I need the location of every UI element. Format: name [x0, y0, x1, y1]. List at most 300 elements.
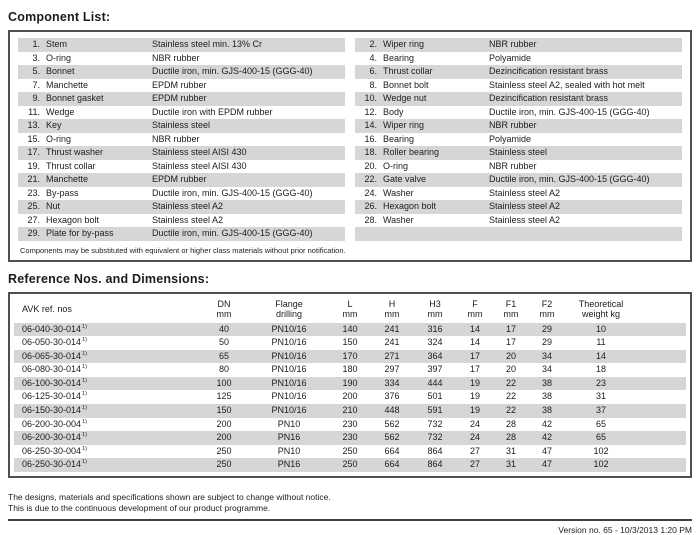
dimension-value: 22 [505, 391, 516, 402]
dimension-value: 65 [595, 418, 606, 429]
component-name: Wedge nut [383, 93, 427, 103]
dimension-value: 38 [541, 391, 552, 402]
component-material: EPDM rubber [152, 79, 207, 90]
column-header-line2: mm [503, 309, 519, 319]
component-number: 14. [364, 120, 377, 130]
component-row [355, 160, 682, 174]
dimension-value: 732 [427, 418, 443, 429]
column-header [329, 299, 371, 320]
component-name: Wiper ring [383, 39, 425, 49]
dimension-value: 397 [427, 364, 443, 375]
component-row [18, 119, 345, 133]
component-number: 29. [27, 228, 40, 238]
dimension-value: 125 [216, 391, 232, 402]
dimensions-row [14, 404, 686, 418]
component-name: Thrust collar [383, 66, 433, 76]
component-name: Manchette [46, 174, 89, 184]
component-number [355, 227, 377, 241]
component-number: 21. [27, 174, 40, 184]
dimension-value: 42 [541, 418, 552, 429]
dimensions-row [14, 431, 686, 445]
dimension-value: 20 [505, 350, 516, 361]
column-header [199, 299, 249, 320]
component-material: Ductile iron, min. GJS-400-15 (GGG-40) [152, 66, 313, 76]
dimension-value: 241 [384, 337, 400, 348]
avk-ref-no: 06-250-30-014$^{1)}$ [22, 459, 87, 470]
column-header-line2: mm [384, 309, 400, 319]
dimension-value: 38 [541, 377, 552, 388]
dimension-value: 562 [384, 432, 400, 443]
component-number: 6. [369, 66, 377, 76]
component-material: NBR rubber [489, 160, 537, 171]
column-header [565, 299, 637, 320]
component-name [383, 227, 489, 241]
component-row [355, 79, 682, 93]
component-name: Bearing [383, 52, 415, 63]
dimension-value: 50 [218, 337, 229, 348]
footnote-marker: 1) [82, 337, 87, 344]
avk-ref-no: 06-250-30-004$^{1)}$ [22, 445, 87, 456]
component-name: Gate valve [383, 174, 427, 184]
row-filler [637, 390, 686, 404]
column-header [249, 299, 329, 320]
component-row [18, 79, 345, 93]
dimensions-row [14, 323, 686, 337]
avk-ref-no: 06-150-30-014$^{1)}$ [22, 405, 87, 416]
dimensions-row [14, 350, 686, 364]
dimension-value: 17 [469, 350, 480, 361]
dimension-value: 250 [342, 459, 358, 470]
component-row [18, 160, 345, 174]
dimension-value: 18 [595, 364, 606, 375]
dimension-value: 140 [342, 323, 358, 334]
component-number: 25. [27, 201, 40, 211]
component-number: 10. [364, 93, 377, 103]
reference-dimensions-title: Reference Nos. and Dimensions: [8, 271, 210, 286]
component-substitution-note: Components may be substituted with equivalent or higher class materials without prior notification. [20, 245, 346, 255]
dimension-value: PN10 [277, 445, 301, 456]
dimension-value: 100 [216, 377, 232, 388]
component-number: 5. [32, 66, 40, 76]
component-name: Washer [383, 214, 414, 225]
component-number: 26. [364, 201, 377, 211]
row-filler [637, 418, 686, 432]
dimensions-table-header [14, 297, 686, 323]
column-header [413, 299, 457, 320]
component-row [18, 200, 345, 214]
footnote-marker: 1) [82, 432, 87, 439]
component-material: Stainless steel [489, 147, 548, 157]
dimension-value: 562 [384, 418, 400, 429]
component-material: EPDM rubber [152, 93, 207, 103]
component-row [355, 200, 682, 214]
dimension-value: 28 [505, 432, 516, 443]
dimension-value: 364 [427, 350, 443, 361]
component-material: NBR rubber [489, 120, 537, 130]
component-row [18, 173, 345, 187]
dimension-value: 47 [541, 459, 552, 470]
component-number: 7. [32, 79, 40, 90]
footnote-marker: 1) [82, 418, 87, 425]
component-material: EPDM rubber [152, 174, 207, 184]
dimension-value: 65 [595, 432, 606, 443]
component-material: Dezincification resistant brass [489, 66, 609, 76]
row-filler [637, 377, 686, 391]
component-row [18, 38, 345, 52]
column-header [529, 299, 565, 320]
dimension-value: 250 [342, 445, 358, 456]
dimension-value: 102 [593, 459, 609, 470]
dimensions-row [14, 390, 686, 404]
component-row [355, 106, 682, 120]
footnote-marker: 1) [82, 445, 87, 452]
dimension-value: 10 [595, 323, 606, 334]
dimension-value: 27 [469, 445, 480, 456]
dimensions-row [14, 445, 686, 459]
dimension-value: 65 [218, 350, 229, 361]
dimension-value: PN10/16 [271, 364, 307, 375]
component-number: 16. [364, 133, 377, 144]
column-header [371, 299, 413, 320]
component-material: Ductile iron, min. GJS-400-15 (GGG-40) [152, 228, 313, 238]
component-material: Ductile iron with EPDM rubber [152, 106, 273, 117]
dimension-value: PN10/16 [271, 405, 307, 416]
component-material: Stainless steel A2, sealed with hot melt [489, 79, 645, 90]
dimension-value: 29 [541, 337, 552, 348]
column-header-line2: mm [427, 309, 443, 319]
component-name: Stem [46, 39, 68, 49]
dimension-value: 28 [505, 418, 516, 429]
column-header [457, 299, 493, 320]
avk-ref-no: 06-040-30-014$^{1)}$ [22, 323, 87, 334]
dimension-value: 24 [469, 432, 480, 443]
component-material: Ductile iron, min. GJS-400-15 (GGG-40) [152, 187, 313, 198]
footnote-marker: 1) [82, 377, 87, 384]
footer-divider [8, 519, 692, 521]
component-material [489, 227, 682, 241]
footer-disclaimer-line2: This is due to the continuous development of our product programme. [8, 502, 271, 513]
dimension-value: 190 [342, 377, 358, 388]
dimension-value: PN10/16 [271, 350, 307, 361]
component-number: 4. [369, 52, 377, 63]
row-filler [637, 336, 686, 350]
component-material: NBR rubber [152, 52, 200, 63]
component-number: 22. [364, 174, 377, 184]
column-header-line1: DN [217, 298, 231, 309]
footer-disclaimer [8, 492, 692, 513]
dimension-value: 17 [505, 337, 516, 348]
dimensions-table-box [8, 292, 692, 479]
column-header-line2: mm [539, 309, 555, 319]
dimension-value: 200 [216, 432, 232, 443]
dimension-value: 42 [541, 432, 552, 443]
component-material: Stainless steel A2 [152, 214, 224, 225]
component-name: Bonnet gasket [46, 93, 104, 103]
component-number: 23. [27, 187, 40, 198]
column-header-line1: F1 [505, 298, 517, 309]
column-header-line1: Theoretical [578, 298, 624, 309]
dimension-value: 31 [505, 445, 516, 456]
component-list-box [8, 30, 692, 262]
dimension-value: 150 [216, 405, 232, 416]
column-header-line2: weight kg [581, 309, 621, 319]
component-material: Stainless steel A2 [489, 214, 561, 225]
dimension-value: 14 [469, 323, 480, 334]
dimensions-row [14, 377, 686, 391]
row-filler [637, 458, 686, 472]
dimension-value: 180 [342, 364, 358, 375]
dimension-value: 170 [342, 350, 358, 361]
dimension-value: 230 [342, 432, 358, 443]
component-number: 9. [32, 93, 40, 103]
dimension-value: PN10/16 [271, 337, 307, 348]
component-row [18, 187, 345, 201]
component-row [355, 65, 682, 79]
row-filler [637, 404, 686, 418]
dimension-value: 14 [595, 350, 606, 361]
component-row [18, 92, 345, 106]
dimension-value: 230 [342, 418, 358, 429]
component-number: 12. [364, 106, 377, 117]
dimension-value: 80 [218, 364, 229, 375]
component-material: Polyamide [489, 52, 532, 63]
component-material: Dezincification resistant brass [489, 93, 609, 103]
component-material: Stainless steel [152, 120, 211, 130]
component-row [18, 52, 345, 66]
dimension-value: 47 [541, 445, 552, 456]
dimension-value: 376 [384, 391, 400, 402]
column-header-line1: AVK ref. nos [22, 303, 72, 314]
dimension-value: 29 [541, 323, 552, 334]
component-material: Stainless steel AISI 430 [152, 160, 247, 171]
dimension-value: 19 [469, 405, 480, 416]
component-name: Wiper ring [383, 120, 425, 130]
footnote-marker: 1) [82, 459, 87, 466]
dimensions-row [14, 363, 686, 377]
component-number: 28. [364, 214, 377, 225]
component-name: Bearing [383, 133, 415, 144]
component-row [355, 38, 682, 52]
footnote-marker: 1) [82, 391, 87, 398]
dimension-value: 31 [595, 391, 606, 402]
component-material: Stainless steel A2 [152, 201, 224, 211]
component-name: O-ring [46, 52, 72, 63]
component-material: NBR rubber [489, 39, 537, 49]
component-name: By-pass [46, 187, 79, 198]
row-filler [637, 350, 686, 364]
avk-ref-no: 06-200-30-004$^{1)}$ [22, 418, 87, 429]
component-material: Stainless steel A2 [489, 201, 561, 211]
component-row [18, 227, 345, 241]
avk-ref-no: 06-080-30-014$^{1)}$ [22, 364, 87, 375]
component-material: Ductile iron, min. GJS-400-15 (GGG-40) [489, 106, 650, 117]
dimension-value: 200 [216, 418, 232, 429]
dimension-value: 334 [384, 377, 400, 388]
component-name: Hexagon bolt [383, 201, 437, 211]
dimension-value: 200 [342, 391, 358, 402]
component-name: Washer [383, 187, 414, 198]
component-name: Bonnet [46, 66, 75, 76]
component-number: 13. [27, 120, 40, 130]
component-name: O-ring [46, 133, 72, 144]
footnote-marker: 1) [82, 323, 87, 330]
column-header-line1: L [347, 298, 353, 309]
dimension-value: 38 [541, 405, 552, 416]
dimension-value: 591 [427, 405, 443, 416]
dimension-value: 250 [216, 445, 232, 456]
footnote-marker: 1) [82, 364, 87, 371]
component-name: Bonnet bolt [383, 79, 429, 90]
component-row [18, 146, 345, 160]
column-header-line1: H3 [429, 298, 441, 309]
component-material: NBR rubber [152, 133, 200, 144]
component-row [18, 106, 345, 120]
component-material: Stainless steel min. 13% Cr [152, 39, 263, 49]
component-number: 18. [364, 147, 377, 157]
component-name: Nut [46, 201, 61, 211]
dimension-value: 31 [505, 459, 516, 470]
component-row [355, 133, 682, 147]
component-name: Body [383, 106, 404, 117]
dimension-value: 732 [427, 432, 443, 443]
dimension-value: 14 [469, 337, 480, 348]
dimension-value: 448 [384, 405, 400, 416]
dimension-value: 20 [505, 364, 516, 375]
dimension-value: 34 [541, 364, 552, 375]
component-list-title: Component List: [8, 10, 111, 24]
component-name: Thrust collar [46, 160, 96, 171]
dimension-value: 297 [384, 364, 400, 375]
dimension-value: 27 [469, 459, 480, 470]
row-filler [637, 323, 686, 337]
component-row [355, 214, 682, 228]
column-header-line1: F2 [541, 298, 553, 309]
version-text: Version no. 65 - 10/3/2013 1:20 PM [558, 525, 692, 535]
component-row [18, 65, 345, 79]
component-material: Ductile iron, min. GJS-400-15 (GGG-40) [489, 174, 650, 184]
dimension-value: 40 [218, 323, 229, 334]
component-name: Wedge [46, 106, 75, 117]
component-number: 15. [27, 133, 40, 144]
component-name: Hexagon bolt [46, 214, 100, 225]
column-header [493, 299, 529, 320]
component-number: 17. [27, 147, 40, 157]
component-name: Roller bearing [383, 147, 440, 157]
column-header-line2: mm [342, 309, 358, 319]
component-column-right [355, 38, 682, 241]
dimension-value: 316 [427, 323, 443, 334]
dimension-value: 17 [505, 323, 516, 334]
component-number: 11. [28, 106, 40, 117]
component-number: 27. [27, 214, 40, 225]
component-row [355, 119, 682, 133]
column-header-line2: mm [467, 309, 483, 319]
dimension-value: 241 [384, 323, 400, 334]
column-header-line2: drilling [275, 309, 302, 319]
dimension-value: 23 [595, 377, 606, 388]
footnote-marker: 1) [82, 350, 87, 357]
component-column-left [18, 38, 345, 241]
component-columns [18, 38, 682, 241]
dimension-value: PN10/16 [271, 391, 307, 402]
dimension-value: 271 [384, 350, 400, 361]
dimension-value: 34 [541, 350, 552, 361]
component-row [355, 92, 682, 106]
dimension-value: 664 [384, 445, 400, 456]
dimension-value: PN10/16 [271, 377, 307, 388]
component-row [355, 187, 682, 201]
avk-ref-no: 06-050-30-014$^{1)}$ [22, 337, 87, 348]
footer-disclaimer-line1: The designs, materials and specifications shown are subject to change without notice. [8, 492, 331, 503]
dimensions-row [14, 458, 686, 472]
component-number: 8. [369, 79, 377, 90]
dimension-value: PN16 [277, 432, 301, 443]
dimension-value: 864 [427, 445, 443, 456]
component-row [355, 52, 682, 66]
column-header-line1: Flange [275, 298, 303, 309]
dimension-value: PN10 [277, 418, 301, 429]
component-name: Plate for by-pass [46, 228, 114, 238]
avk-ref-no: 06-100-30-014$^{1)}$ [22, 377, 87, 388]
component-number: 3. [32, 52, 40, 63]
dimension-value: 19 [469, 377, 480, 388]
component-row [18, 214, 345, 228]
dimension-value: 501 [427, 391, 443, 402]
dimension-value: 19 [469, 391, 480, 402]
component-number: 20. [364, 160, 377, 171]
component-name: O-ring [383, 160, 409, 171]
row-filler [637, 363, 686, 377]
component-material: Stainless steel A2 [489, 187, 561, 198]
dimension-value: 17 [469, 364, 480, 375]
dimensions-row [14, 336, 686, 350]
component-number: 24. [364, 187, 377, 198]
avk-ref-no: 06-065-30-014$^{1)}$ [22, 350, 87, 361]
dimension-value: 22 [505, 377, 516, 388]
footnote-marker: 1) [82, 405, 87, 412]
dimension-value: 37 [595, 405, 606, 416]
avk-ref-no: 06-125-30-014$^{1)}$ [22, 391, 87, 402]
dimension-value: 864 [427, 459, 443, 470]
dimension-value: 24 [469, 418, 480, 429]
component-number: 1. [32, 39, 40, 49]
dimension-value: PN16 [277, 459, 301, 470]
dimension-value: 250 [216, 459, 232, 470]
column-header [14, 304, 199, 315]
dimension-value: 150 [342, 337, 358, 348]
dimension-value: 324 [427, 337, 443, 348]
component-number: 19. [27, 160, 40, 171]
component-name: Key [46, 120, 62, 130]
component-row [18, 133, 345, 147]
component-row [355, 146, 682, 160]
column-header-line2: mm [216, 309, 232, 319]
dimension-value: 102 [593, 445, 609, 456]
dimensions-table-body [14, 323, 686, 473]
avk-ref-no: 06-200-30-014$^{1)}$ [22, 432, 87, 443]
component-row [355, 227, 682, 241]
dimension-value: 11 [596, 337, 606, 348]
component-row [355, 173, 682, 187]
dimension-value: 444 [427, 377, 443, 388]
dimension-value: PN10/16 [271, 323, 307, 334]
component-name: Manchette [46, 79, 89, 90]
component-material: Stainless steel AISI 430 [152, 147, 247, 157]
column-header-line1: F [472, 298, 478, 309]
dimension-value: 664 [384, 459, 400, 470]
component-name: Thrust washer [46, 147, 104, 157]
dimension-value: 210 [342, 405, 358, 416]
